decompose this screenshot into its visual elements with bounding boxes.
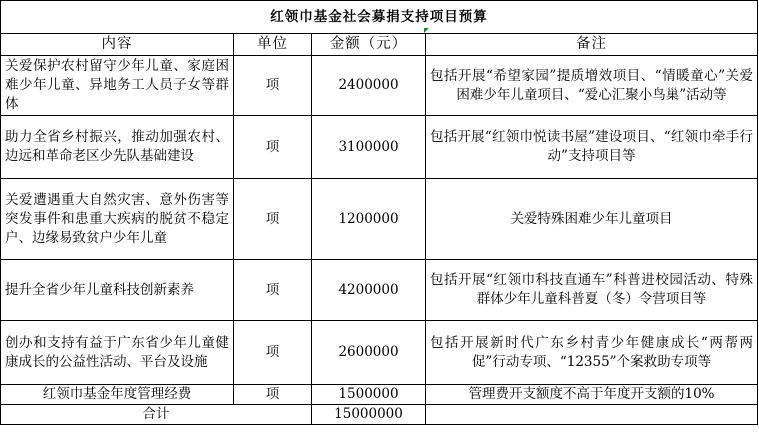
header-row [1,34,758,56]
row-content: 关爱保护农村留守少年儿童、家庭困难少年儿童、异地务工人员子女等群体 [1,56,234,116]
row-unit: 项 [234,260,312,321]
row-unit: 项 [234,116,312,179]
table-row [1,260,758,321]
row-unit: 项 [234,179,312,260]
row-content: 创办和支持有益于广东省少年儿童健康成长的公益性活动、平台及设施 [1,321,234,385]
row-amount: 2400000 [312,56,426,116]
row-remark: 包括开展“红领巾悦读书屋”建设项目、“红领巾牵手行动”支持项目等 [426,116,758,179]
header-remark: 备注 [426,34,758,56]
table-row [1,179,758,260]
header-content: 内容 [1,34,234,56]
row-unit: 项 [234,321,312,385]
row-unit: 项 [234,56,312,116]
total-remark-empty [426,405,758,425]
page-title: 红领巾基金社会募捐支持项目预算 [1,1,758,34]
row-remark: 管理费开支额度不高于年度开支额的10% [426,385,758,405]
table-row [1,321,758,385]
row-remark: 包括开展新时代广东乡村青少年健康成长“两帮两促”行动专项、“12355”个案救助专项等 [426,321,758,385]
row-remark: 包括开展“希望家园”提质增效项目、“情暖童心”关爱困难少年儿童项目、“爱心汇聚小鸟巢”活动等 [426,56,758,116]
header-unit: 单位 [234,34,312,56]
row-amount: 2600000 [312,321,426,385]
total-label: 合计 [1,405,312,425]
header-amount: 金额（元） [312,34,426,56]
total-amount: 15000000 [312,405,426,425]
total-row [1,405,758,425]
row-unit: 项 [234,385,312,405]
row-content: 助力全省乡村振兴，推动加强农村、边远和革命老区少先队基础建设 [1,116,234,179]
cell-comment-marker [424,28,429,33]
row-amount: 1200000 [312,179,426,260]
row-content: 关爱遭遇重大自然灾害、意外伤害等突发事件和患重大疾病的脱贫不稳定户、边缘易致贫户少年儿童 [1,179,234,260]
row-amount: 3100000 [312,116,426,179]
row-remark: 包括开展“红领巾科技直通车”科普进校园活动、特殊群体少年儿童科普夏（冬）令营项目等 [426,260,758,321]
table-row [1,56,758,116]
row-amount: 4200000 [312,260,426,321]
title-row [1,1,758,34]
row-content: 红领巾基金年度管理经费 [1,385,234,405]
row-remark: 关爱特殊困难少年儿童项目 [426,179,758,260]
row-amount: 1500000 [312,385,426,405]
table-row [1,385,758,405]
row-content: 提升全省少年儿童科技创新素养 [1,260,234,321]
table-row [1,116,758,179]
